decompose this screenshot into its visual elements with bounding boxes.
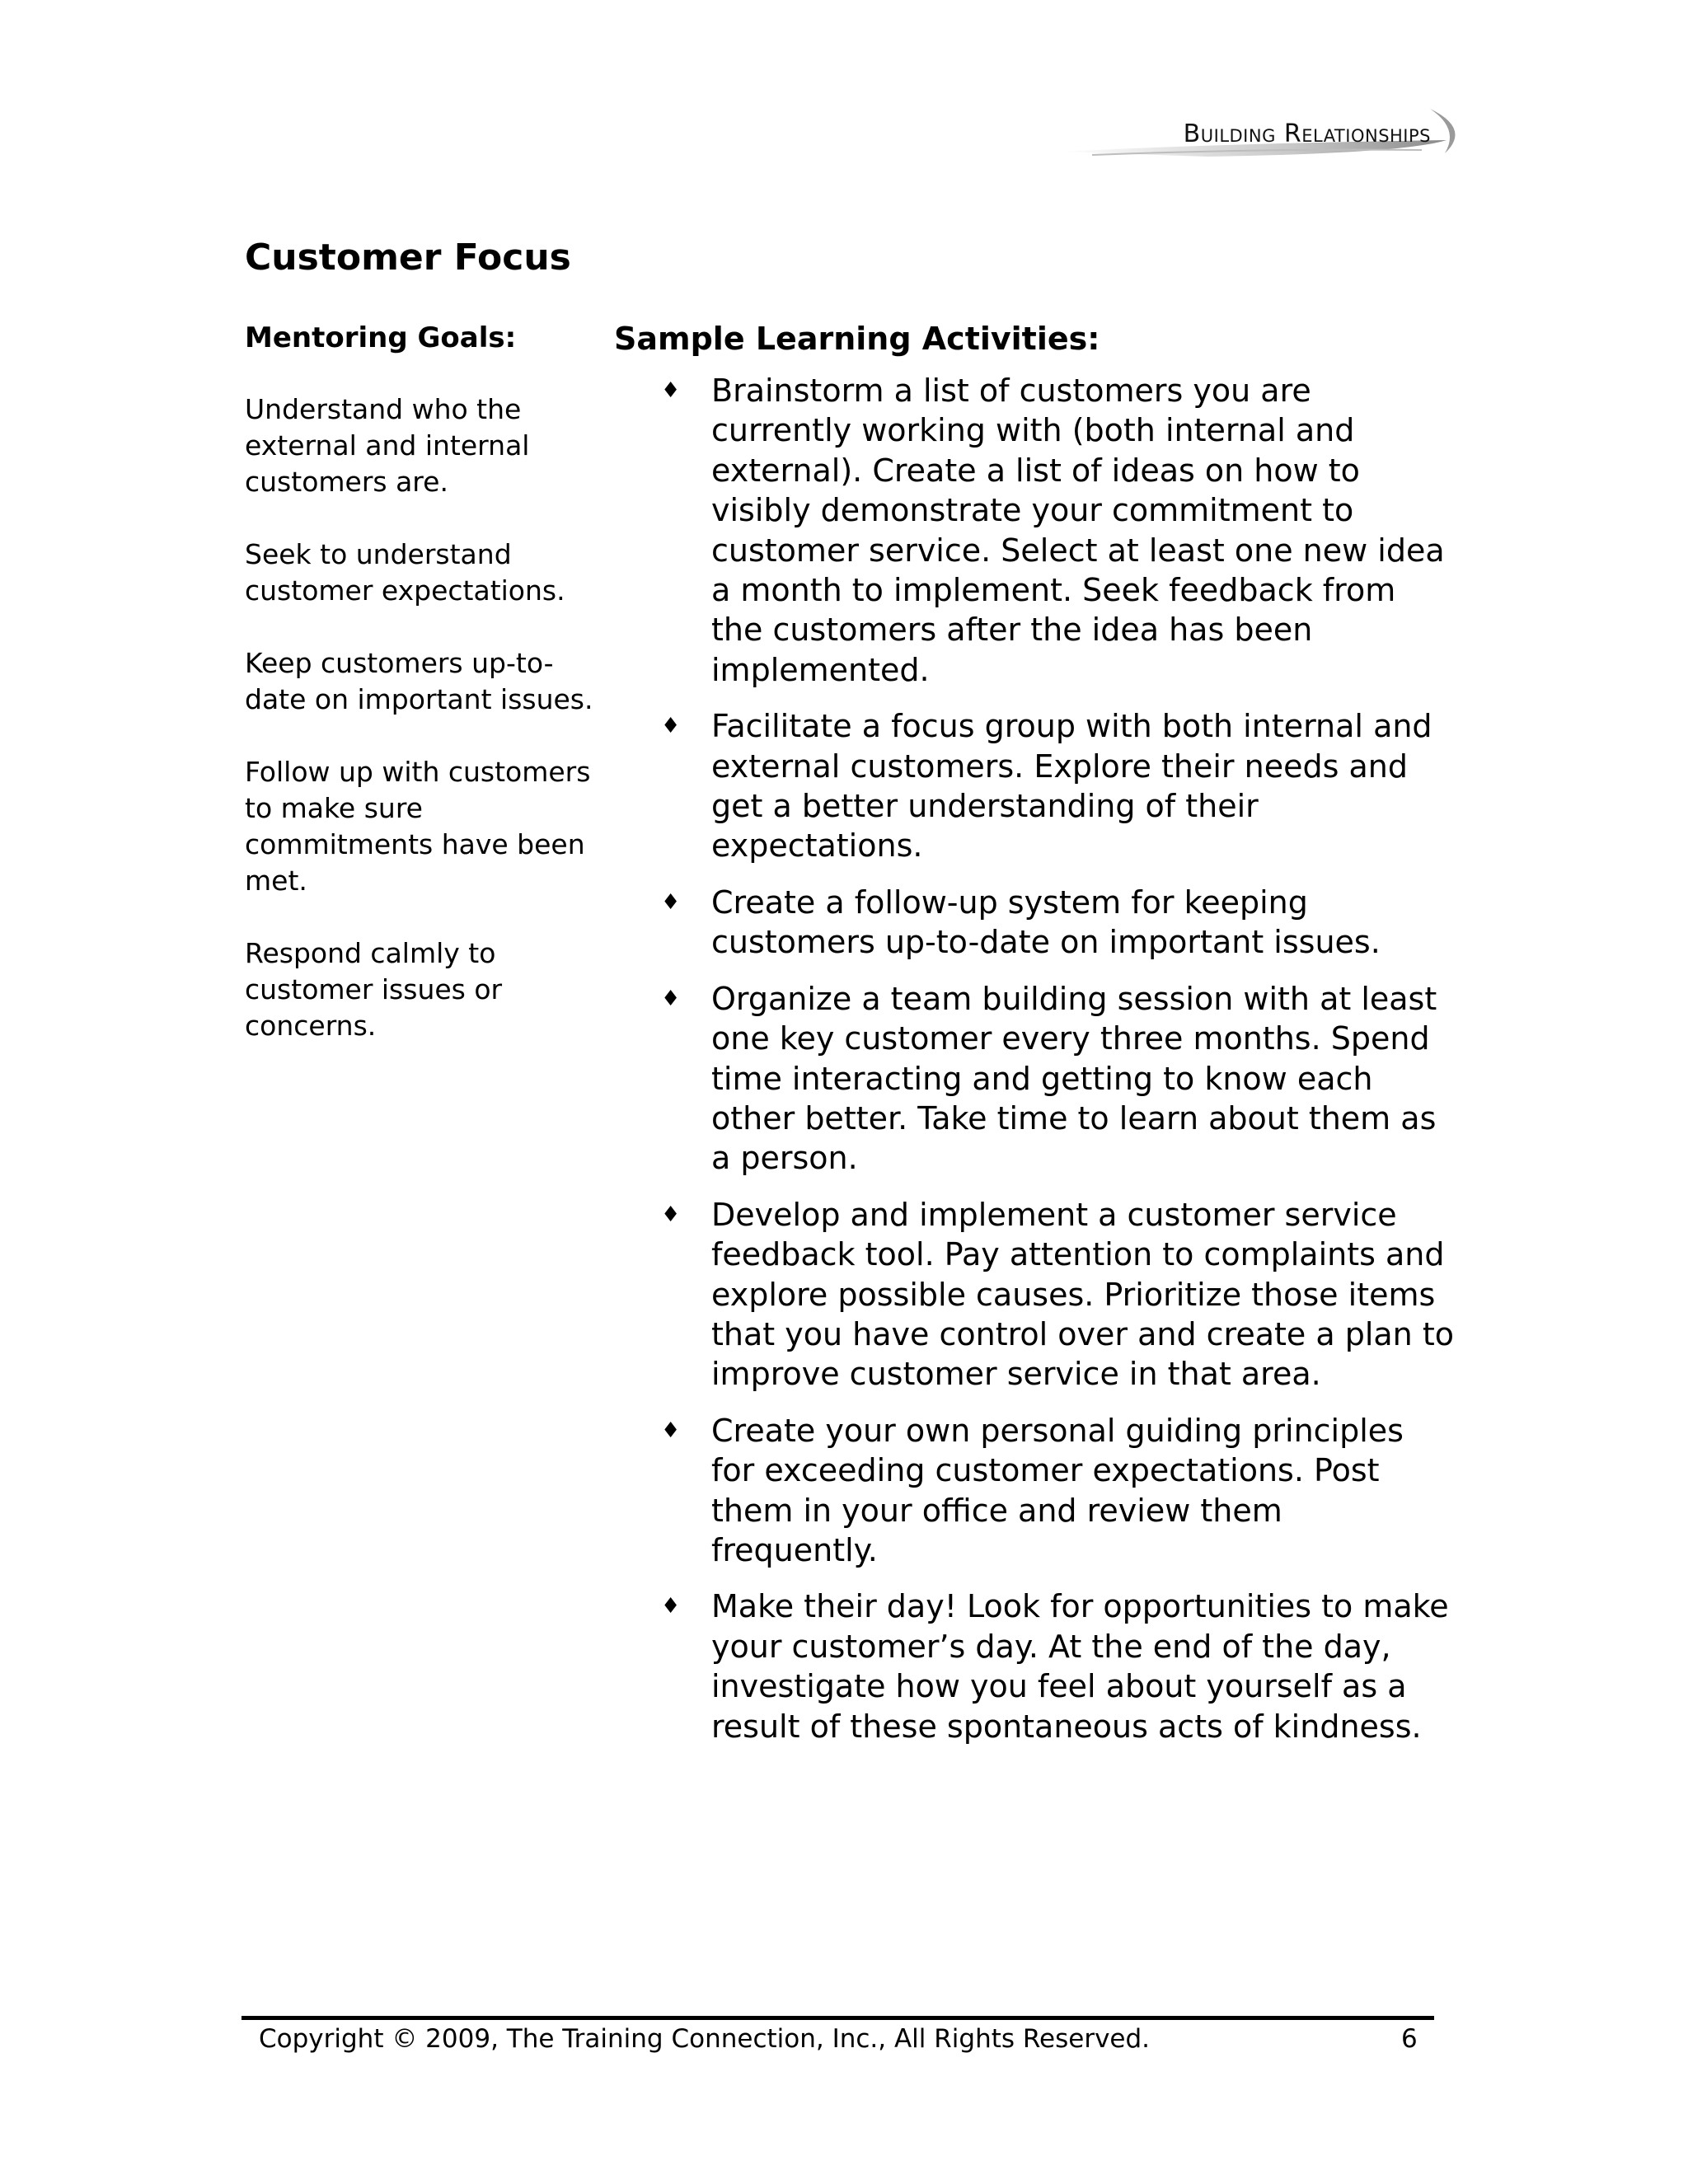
diamond-bullet-icon: ♦	[661, 378, 681, 403]
activity-text: Make their day! Look for opportunities to make your customer’s day. At the end of the day, investigate how you feel about yourself as a result of these spontaneous acts of kindness.	[711, 1588, 1449, 1745]
activity-item	[614, 1195, 1455, 1394]
goal-item: Respond calmly to customer issues or concerns.	[245, 937, 503, 1042]
activity-item	[614, 979, 1455, 1179]
footer-divider	[241, 2016, 1434, 2020]
diamond-bullet-icon: ♦	[661, 1594, 681, 1619]
activity-text: Organize a team building session with at least one key customer every three months. Spend time interacting and getting to know each other better. Take time to learn about them as a person.	[711, 980, 1437, 1177]
goal-item: Understand who the external and internal customers are.	[245, 393, 530, 498]
activity-text: Facilitate a focus group with both internal and external customers. Explore their needs and get a better understanding of their expectations.	[711, 708, 1432, 865]
activity-text: Create your own personal guiding principles for exceeding customer expectations. Post them in your office and review them frequently.	[711, 1412, 1404, 1568]
activity-text: Develop and implement a customer service feedback tool. Pay attention to complaints and explore possible causes. Prioritize those items that you have control over and create a plan to improve customer service in that area.	[711, 1196, 1454, 1393]
diamond-bullet-icon: ♦	[661, 986, 681, 1011]
mentoring-goals-heading: Mentoring Goals:	[245, 321, 517, 354]
activity-text: Create a follow-up system for keeping customers up-to-date on important issues.	[711, 883, 1381, 961]
page-title: Customer Focus	[245, 237, 571, 279]
running-head: Building Relationships	[1183, 120, 1431, 148]
goal-item: Seek to understand customer expectations.	[245, 538, 565, 607]
goal-item: Keep customers up-to-date on important issues.	[245, 647, 593, 715]
activity-item	[614, 883, 1455, 963]
activity-item	[614, 1411, 1455, 1571]
learning-activities-column	[614, 320, 1455, 1763]
learning-activities-heading: Sample Learning Activities:	[614, 321, 1100, 357]
page-number: 6	[1401, 2024, 1418, 2054]
copyright-notice: Copyright © 2009, The Training Connection, Inc., All Rights Reserved.	[259, 2024, 1151, 2054]
activity-item	[614, 1586, 1455, 1746]
diamond-bullet-icon: ♦	[661, 1418, 681, 1443]
activity-item	[614, 706, 1455, 866]
activity-text: Brainstorm a list of customers you are currently working with (both internal and external). Create a list of ideas on how to visibly demonstrate your commitment to customer service. Select at least one new idea a month to implement. Seek feedback from the customers after the idea has been implemented.	[711, 373, 1445, 688]
diamond-bullet-icon: ♦	[661, 889, 681, 915]
mentoring-goals-column	[245, 321, 599, 1080]
goal-item: Follow up with customers to make sure commitments have been met.	[245, 756, 591, 897]
activities-list	[614, 371, 1455, 1746]
diamond-bullet-icon: ♦	[661, 714, 681, 739]
activity-item	[614, 371, 1455, 690]
diamond-bullet-icon: ♦	[661, 1202, 681, 1227]
